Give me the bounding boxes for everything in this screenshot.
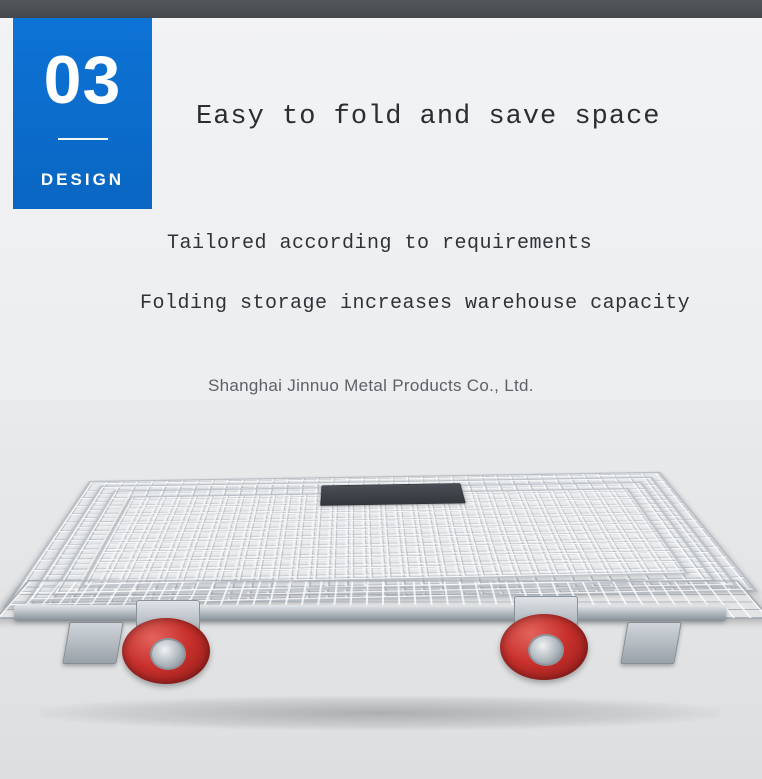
company-name: Shanghai Jinnuo Metal Products Co., Ltd.: [208, 376, 534, 395]
caster-left: [122, 600, 214, 684]
id-plate: [320, 483, 466, 506]
page-title: Easy to fold and save space: [196, 102, 661, 132]
subheading-1: Tailored according to requirements: [167, 232, 593, 255]
deck-foot-left: [62, 622, 123, 664]
subheading-2: Folding storage increases warehouse capacity: [140, 292, 691, 315]
top-accent-bar: [0, 0, 762, 18]
photo-shadow: [40, 696, 720, 730]
top-accent-bar-inner: [0, 0, 762, 18]
badge-label: DESIGN: [40, 170, 125, 189]
badge-divider: [58, 138, 108, 140]
deck-foot-right: [620, 622, 681, 664]
product-photo: [0, 400, 762, 779]
badge-number: 03: [43, 42, 122, 118]
deck-front-rail: [14, 605, 726, 621]
caster-hub-icon: [150, 638, 186, 670]
caster-right: [500, 596, 592, 680]
design-step-badge: [13, 18, 152, 209]
caster-hub-icon: [528, 634, 564, 666]
